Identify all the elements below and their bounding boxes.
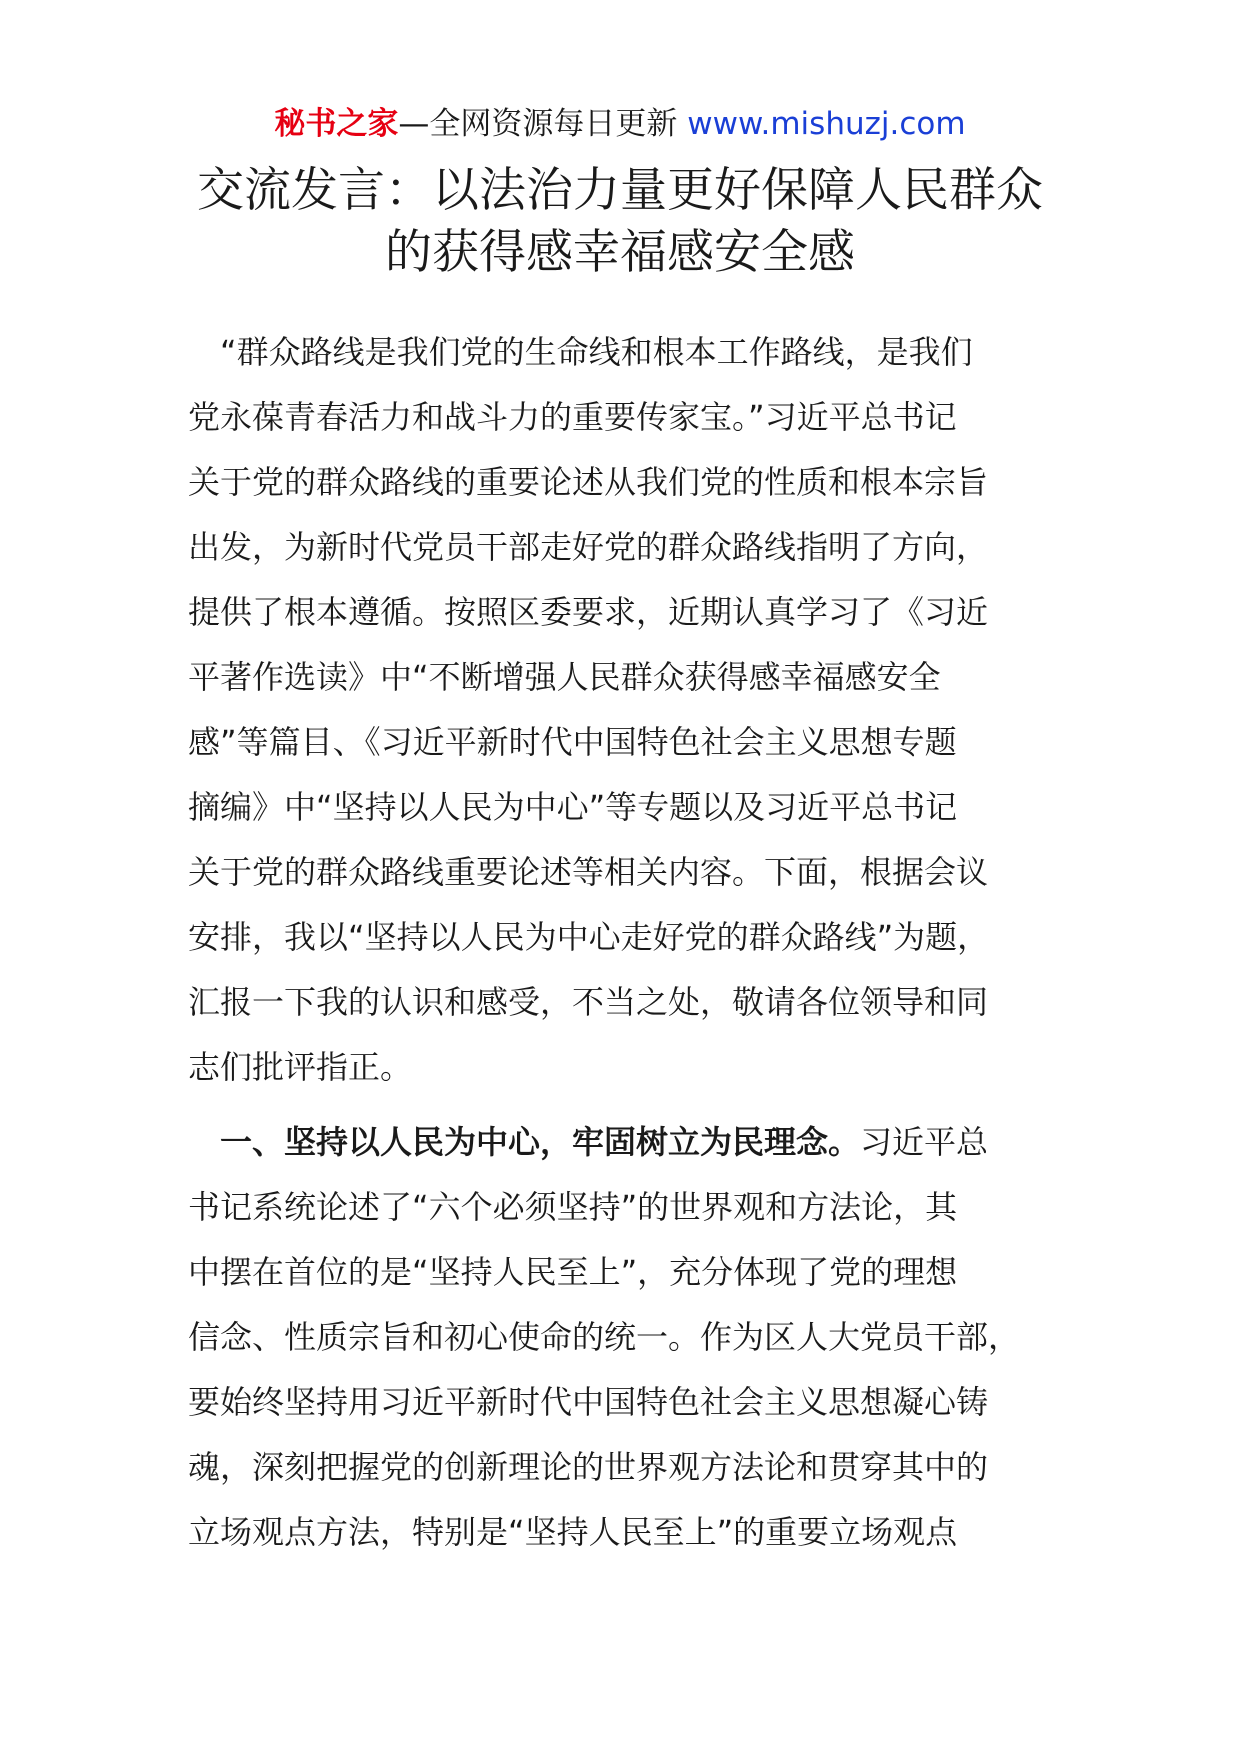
text-line: 关于党的群众路线的重要论述从我们党的性质和根本宗旨 bbox=[188, 463, 989, 501]
text-line: 书记系统论述了“六个必须坚持”的世界观和方法论，其 bbox=[188, 1188, 958, 1226]
header-slogan: —全网资源每日更新 bbox=[398, 106, 678, 142]
text-line: 魂，深刻把握党的创新理论的世界观方法论和贯穿其中的 bbox=[188, 1448, 989, 1486]
text-line: 摘编》中“坚持以人民为中心”等专题以及习近平总书记 bbox=[188, 788, 958, 826]
text-line: 安排，我以“坚持以人民为中心走好党的群众路线”为题， bbox=[188, 918, 990, 956]
document-body bbox=[188, 320, 1068, 1565]
site-header bbox=[0, 102, 1240, 146]
section-heading: 一、坚持以人民为中心，牢固树立为民理念。 bbox=[188, 1123, 861, 1161]
text-line: “群众路线是我们党的生命线和根本工作路线，是我们 bbox=[188, 333, 973, 371]
site-url-link[interactable]: www.mishuzj.com bbox=[687, 106, 966, 142]
paragraph-gap bbox=[188, 1100, 1068, 1110]
text-line: 感”等篇目、《习近平新时代中国特色社会主义思想专题 bbox=[188, 723, 957, 761]
title-line-1: 交流发言：以法治力量更好保障人民群众 bbox=[197, 163, 1043, 218]
document-title bbox=[150, 160, 1090, 284]
title-line-2: 的获得感幸福感安全感 bbox=[385, 225, 855, 280]
text-line: 平著作选读》中“不断增强人民群众获得感幸福感安全 bbox=[188, 658, 941, 696]
text-line: 中摆在首位的是“坚持人民至上”，充分体现了党的理想 bbox=[188, 1253, 958, 1291]
section-heading-continuation: 习近平总 bbox=[860, 1123, 989, 1161]
text-line: 出发，为新时代党员干部走好党的群众路线指明了方向， bbox=[188, 528, 989, 566]
paragraph-intro bbox=[188, 320, 1068, 1100]
text-line: 党永葆青春活力和战斗力的重要传家宝。”习近平总书记 bbox=[188, 398, 957, 436]
text-line: 信念、性质宗旨和初心使命的统一。作为区人大党员干部， bbox=[188, 1318, 1021, 1356]
text-line: 关于党的群众路线重要论述等相关内容。下面，根据会议 bbox=[188, 853, 989, 891]
section-one-first-line bbox=[188, 1110, 1068, 1175]
text-line: 立场观点方法，特别是“坚持人民至上”的重要立场观点 bbox=[188, 1513, 958, 1551]
paragraph-section-one bbox=[188, 1110, 1068, 1565]
text-line: 汇报一下我的认识和感受，不当之处，敬请各位领导和同 bbox=[188, 983, 989, 1021]
text-line: 要始终坚持用习近平新时代中国特色社会主义思想凝心铸 bbox=[188, 1383, 989, 1421]
text-line: 志们批评指正。 bbox=[188, 1048, 413, 1086]
brand-name: 秘书之家 bbox=[274, 106, 399, 142]
text-line: 提供了根本遵循。按照区委要求，近期认真学习了《习近 bbox=[188, 593, 989, 631]
